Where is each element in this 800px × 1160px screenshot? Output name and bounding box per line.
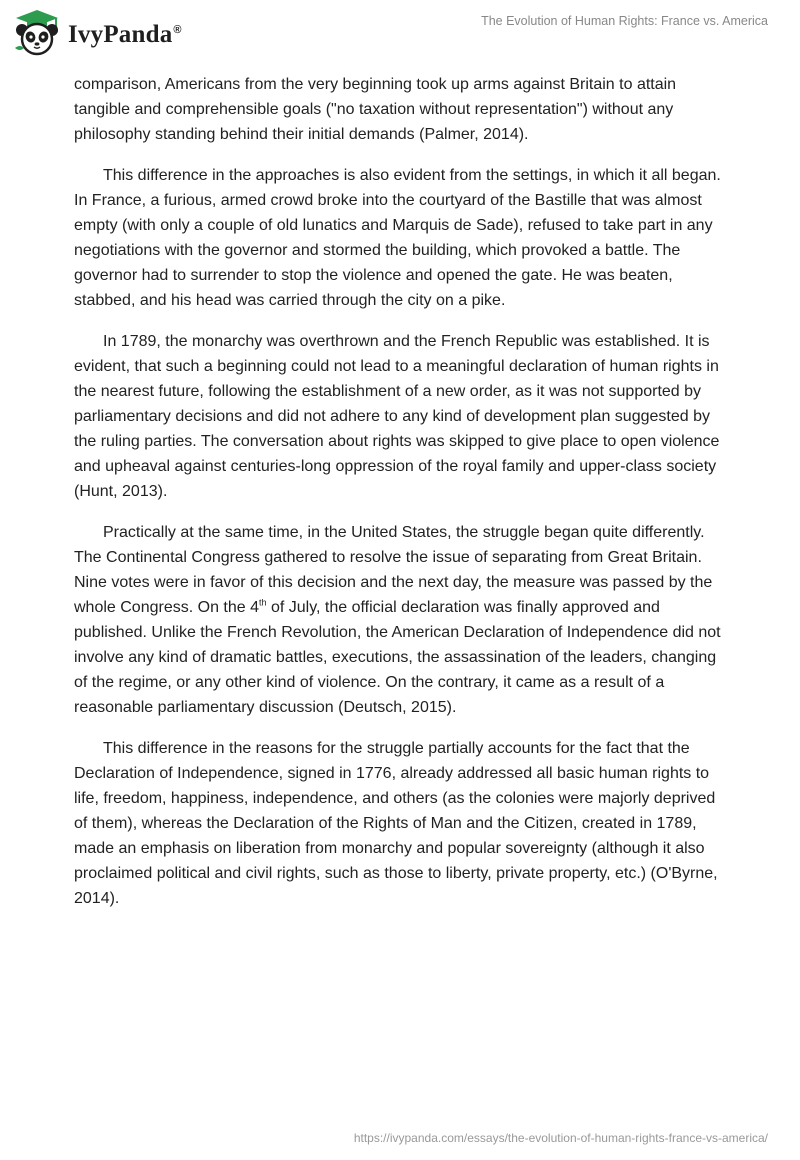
paragraph-4 bbox=[74, 520, 730, 720]
document-title: The Evolution of Human Rights: France vs. America bbox=[481, 14, 768, 28]
paragraph-5: This difference in the reasons for the struggle partially accounts for the fact that the Declaration of Independence, signed in 1776, already addressed all basic human rights to life, freedom, happiness, independence, and others (as the colonies were majorly deprived of them), whereas the Declaration of the Rights of Man and the Citizen, created in 1789, made an emphasis on liberation from monarchy and popular sovereignty (although it also proclaimed political and civil rights, such as those to liberty, private property, etc.) (O'Byrne, 2014). bbox=[74, 740, 718, 907]
paragraph-4-before: Practically at the same time, in the United States, the struggle began quite differently. The Continental Congress gathered to resolve the issue of separating from Great Britain. Nine votes were in favor of this decision and the next day, the measure was passed by the whole Congress. On the 4 bbox=[74, 524, 713, 616]
paragraph-1: comparison, Americans from the very beginning took up arms against Britain to attain tangible and comprehensible goals ("no taxation without representation") without any philosophy standing behind their initial demands (Palmer, 2014). bbox=[74, 76, 677, 143]
page-header bbox=[0, 0, 800, 70]
ordinal-suffix: th bbox=[259, 597, 267, 608]
paragraph-4-after: of July, the official declaration was finally approved and published. Unlike the French Revolution, the American Declaration of Independence did not involve any kind of dramatic battles, executions, the assassination of the leaders, changing of the regime, or any other kind of violence. On the contrary, it came as a result of a reasonable parliamentary discussion (Deutsch, 2015). bbox=[74, 599, 721, 716]
registered-mark: ® bbox=[173, 23, 182, 36]
source-url[interactable]: https://ivypanda.com/essays/the-evolution-of-human-rights-france-vs-america/ bbox=[353, 1131, 768, 1145]
panda-graduate-icon bbox=[12, 8, 62, 58]
ivypanda-logo[interactable] bbox=[12, 8, 182, 58]
brand-name: IvyPanda® bbox=[68, 21, 182, 48]
paragraph-3: In 1789, the monarchy was overthrown and the French Republic was established. It is evident, that such a beginning could not lead to a meaningful declaration of human rights in the nearest future, following the establishment of a new order, as it was not supported by parliamentary decisions and did not adhere to any kind of development plan suggested by the ruling parties. The conversation about rights was skipped to give place to open violence and upheaval against centuries-long oppression of the royal family and upper-class society (Hunt, 2013). bbox=[74, 333, 720, 500]
essay-body bbox=[74, 72, 730, 927]
paragraph-2: This difference in the approaches is also evident from the settings, in which it all began. In France, a furious, armed crowd broke into the courtyard of the Bastille that was almost empty (with only a couple of old lunatics and Marquis de Sade), refused to take part in any negotiations with the governor and stormed the building, which provoked a battle. The governor had to surrender to stop the violence and opened the gate. He was beaten, stabbed, and his head was carried through the city on a pike. bbox=[74, 167, 721, 309]
